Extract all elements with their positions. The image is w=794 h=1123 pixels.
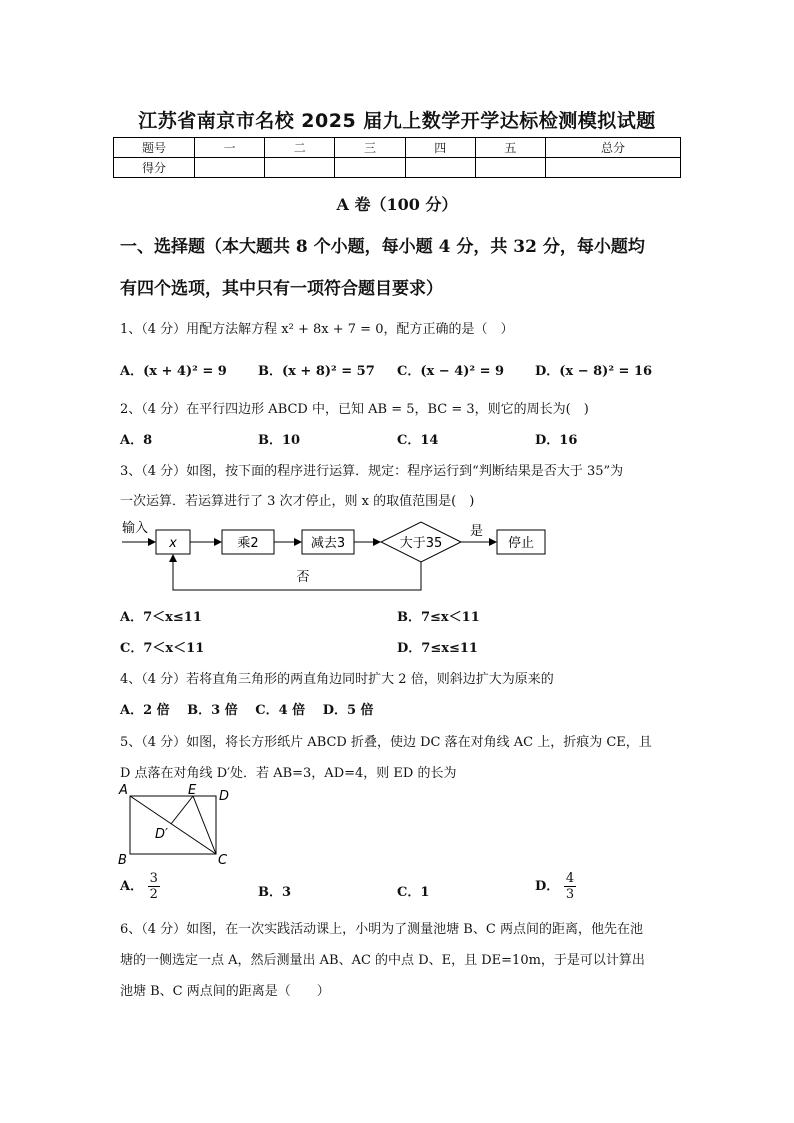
table-cell: 二	[265, 138, 335, 158]
part1-heading-line1: 一、选择题（本大题共 8 个小题，每小题 4 分，共 32 分，每小题均	[120, 237, 645, 257]
table-cell	[475, 158, 545, 178]
label-d-prime: D′	[155, 827, 168, 842]
q5-option-a	[120, 871, 160, 902]
table-cell: 得分	[114, 158, 195, 178]
table-cell: 四	[405, 138, 475, 158]
flow-yes-label: 是	[470, 524, 484, 539]
q3-stem-line1: 3、（4 分）如图，按下面的程序进行运算．规定：程序运行到“判断结果是否大于 35”为	[120, 464, 624, 479]
q1-option-a: A．(x + 4)² = 9	[120, 364, 227, 379]
q5-option-a-label: A．	[120, 879, 144, 894]
q3-option-d: D．7≤x≤11	[397, 641, 478, 656]
diagonal-ac	[130, 796, 216, 854]
label-c: C	[218, 853, 228, 868]
table-cell	[405, 158, 475, 178]
q1-option-c: C．(x − 4)² = 9	[397, 364, 505, 379]
label-a: A	[119, 783, 128, 798]
table-cell	[265, 158, 335, 178]
denominator: 3	[565, 887, 575, 902]
q1-stem: 1、（4 分）用配方法解方程 x² + 8x + 7 = 0，配方正确的是（ ）	[120, 322, 514, 337]
q3-option-a: A．7＜x≤11	[120, 610, 202, 625]
q1-option-d: D．(x − 8)² = 16	[535, 364, 653, 379]
fold-ce	[193, 796, 216, 854]
page-title: 江苏省南京市名校 2025 届九上数学开学达标检测模拟试题	[138, 110, 656, 132]
q6-stem-line3: 池塘 B、C 两点间的距离是（ ）	[120, 984, 330, 999]
q5-option-d	[535, 871, 576, 902]
label-d: D	[219, 789, 230, 804]
q1-option-b: B．(x + 8)² = 57	[258, 364, 375, 379]
label-b: B	[118, 853, 127, 868]
flow-no-label: 否	[296, 570, 310, 585]
q2-option-a: A．8	[120, 433, 153, 448]
fraction	[564, 871, 576, 902]
table-cell	[335, 158, 405, 178]
q6-stem-line1: 6、（4 分）如图，在一次实践活动课上，小明为了测量池塘 B、C 两点间的距离，他先在池	[120, 922, 643, 937]
table-cell: 一	[195, 138, 265, 158]
q3-stem-line2: 一次运算．若运算进行了 3 次才停止，则 x 的取值范围是( )	[120, 494, 475, 509]
q2-option-d: D．16	[535, 433, 578, 448]
flow-x-label: x	[169, 536, 177, 551]
fraction	[148, 871, 160, 902]
flow-stop-label: 停止	[507, 536, 535, 551]
label-e: E	[188, 783, 197, 798]
numerator: 3	[149, 871, 158, 886]
q3-option-b: B．7≤x＜11	[397, 610, 480, 625]
q5-stem-line1: 5、（4 分）如图，将长方形纸片 ABCD 折叠，使边 DC 落在对角线 AC 上，折痕为 CE，且	[120, 735, 652, 750]
q4-stem: 4、（4 分）若将直角三角形的两直角边同时扩大 2 倍，则斜边扩大为原来的	[120, 672, 554, 687]
q3-flowchart	[118, 518, 558, 598]
score-table	[113, 137, 681, 178]
table-cell: 总分	[546, 138, 681, 158]
table-cell	[546, 158, 681, 178]
table-cell: 五	[475, 138, 545, 158]
flow-judge-label: 大于35	[399, 536, 443, 551]
q5-stem-line2: D 点落在对角线 D′处．若 AB=3，AD=4，则 ED 的长为	[120, 766, 457, 781]
table-row	[114, 138, 681, 158]
part1-heading-line2: 有四个选项，其中只有一项符合题目要求）	[120, 279, 443, 299]
flow-mul-label: 乘2	[237, 536, 259, 551]
q5-option-d-label: D．	[535, 879, 560, 894]
denominator: 2	[149, 887, 158, 902]
q6-stem-line2: 塘的一侧选定一点 A，然后测量出 AB、AC 的中点 D、E，且 DE=10m，于是可以计算出	[120, 953, 645, 968]
flow-sub-label: 减去3	[310, 536, 346, 551]
flow-input-label: 输入	[122, 521, 149, 536]
table-cell: 三	[335, 138, 405, 158]
section-a-title: A 卷（100 分）	[336, 195, 458, 214]
q2-option-b: B．10	[258, 433, 301, 448]
q5-option-c: C．1	[397, 885, 430, 900]
q2-stem: 2、（4 分）在平行四边形 ABCD 中，已知 AB = 5，BC = 3，则它的周长为( )	[120, 402, 589, 417]
table-row	[114, 158, 681, 178]
table-cell	[195, 158, 265, 178]
q5-figure	[115, 782, 240, 868]
q5-option-b: B．3	[258, 885, 292, 900]
numerator: 4	[565, 871, 575, 886]
segment-ed-prime	[171, 796, 193, 824]
q4-options: A．2 倍 B．3 倍 C．4 倍 D．5 倍	[120, 703, 374, 718]
q3-option-c: C．7＜x＜11	[120, 641, 205, 656]
table-cell: 题号	[114, 138, 195, 158]
q2-option-c: C．14	[397, 433, 439, 448]
